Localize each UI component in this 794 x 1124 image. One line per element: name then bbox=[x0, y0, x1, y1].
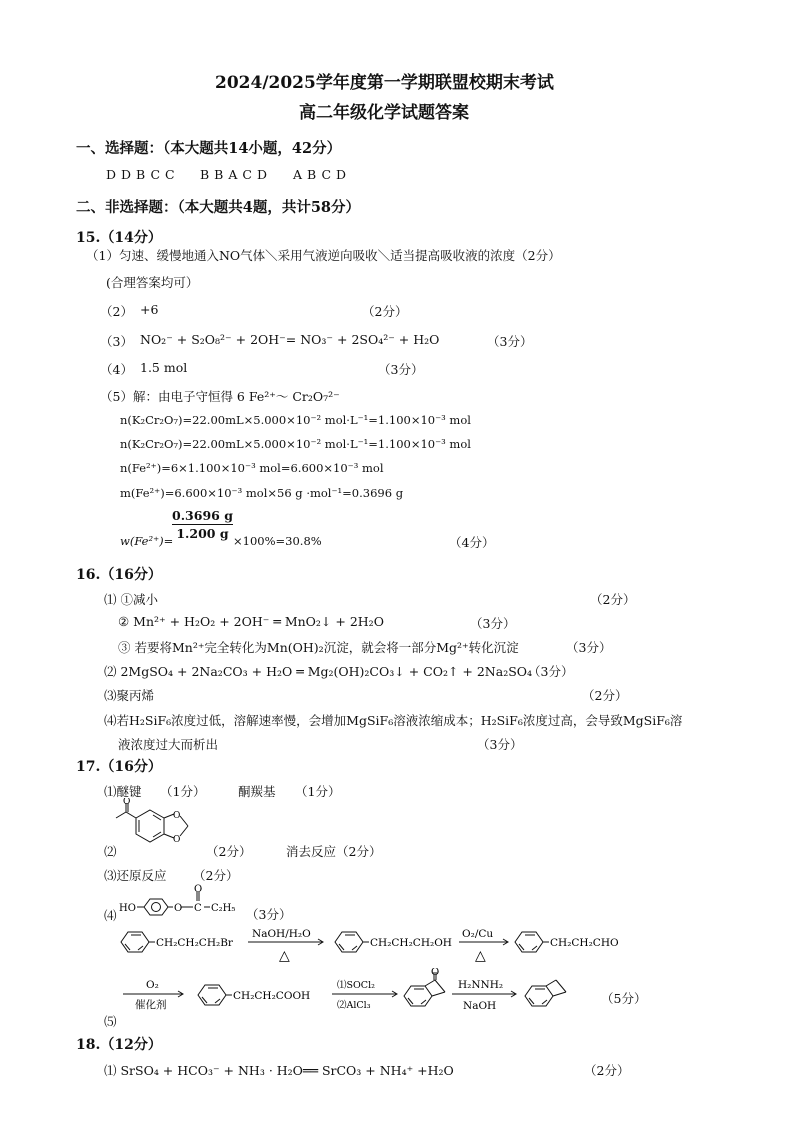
carbonyl-oxygen-label: O bbox=[123, 798, 131, 807]
heat-label-2: △ bbox=[475, 948, 486, 964]
ester-oxygen-label: O bbox=[174, 903, 183, 914]
q16-line-4: ⑵ 2MgSO₄ + 2Na₂CO₃ + H₂O ═ Mg₂(OH)₂CO₃↓ + CO₂↑ + 2Na₂SO₄ bbox=[104, 664, 533, 679]
q17-line-3-mark: （2分） bbox=[193, 868, 239, 883]
carbonyl-carbon-label: C bbox=[194, 903, 202, 914]
q17-line-5-label: ⑸ bbox=[104, 1014, 117, 1029]
indanone-oxygen-label: O bbox=[431, 968, 440, 978]
q15-mass-fraction bbox=[172, 508, 233, 541]
q15-heading: 15.（14分） bbox=[76, 230, 162, 246]
q16-line-7-mark: （3分） bbox=[477, 737, 523, 752]
q15-part1-note: (合理答案均可） bbox=[106, 275, 199, 290]
reagent-label-3: O₂ bbox=[146, 979, 159, 991]
q16-line-1: ⑴ ①减小 bbox=[104, 592, 158, 607]
q15-part4-label: （4） bbox=[100, 362, 133, 377]
heat-label-1: △ bbox=[279, 948, 290, 964]
q17-line-5-mark: （5分） bbox=[601, 991, 647, 1006]
fraction-denominator: 1.200 g bbox=[176, 526, 229, 541]
q15-mass-fraction-label: w(Fe²⁺)= bbox=[120, 534, 174, 548]
q15-part5-mark: （4分） bbox=[449, 535, 495, 550]
reagent-label-2: O₂/Cu bbox=[462, 928, 494, 940]
q15-calc-line-1: n(K₂Cr₂O₇)=22.00mL×5.000×10⁻² mol·L⁻¹=1.100×10⁻³ mol bbox=[120, 413, 471, 427]
answer-group-2: BBACD bbox=[200, 167, 272, 182]
answer-group-3: ABCD bbox=[293, 167, 352, 182]
synthesis-route-row2 bbox=[115, 968, 655, 1020]
reagent-label-7: NaOH bbox=[463, 1000, 497, 1012]
q15-part2-value: +6 bbox=[140, 302, 159, 317]
q18-heading: 18.（12分） bbox=[76, 1037, 162, 1053]
ethyl-label: C₂H₅ bbox=[211, 903, 236, 914]
q17-line-1b: 酮羰基 bbox=[238, 784, 276, 799]
q15-mass-fraction-result: ×100%=30.8% bbox=[233, 534, 322, 548]
synthesis-route-row1 bbox=[115, 922, 660, 964]
q16-line-3: ③ 若要将Mn²⁺完全转化为Mn(OH)₂沉淀，就会将一部分Mg²⁺转化沉淀 bbox=[118, 640, 519, 655]
q17-line-3: ⑶还原反应 bbox=[104, 868, 167, 883]
q15-part2-mark: （2分） bbox=[362, 304, 408, 319]
q17-line-4-label: ⑷ bbox=[104, 908, 117, 923]
fraction-numerator: 0.3696 g bbox=[172, 508, 233, 523]
q17-structure-4 bbox=[117, 884, 249, 922]
ring-oxygen-label: O bbox=[173, 811, 181, 821]
answer-group-1: DDBCC bbox=[106, 167, 180, 182]
page-title: 2024/2025学年度第一学期联盟校期末考试 bbox=[215, 73, 554, 93]
q15-part4-mark: （3分） bbox=[378, 362, 424, 377]
q15-part5-intro: （5）解：由电子守恒得 6 Fe²⁺～ Cr₂O₇²⁻ bbox=[100, 389, 340, 404]
section2-heading: 二、非选择题：（本大题共4题，共计58分） bbox=[76, 199, 361, 216]
q16-line-1-mark: （2分） bbox=[590, 592, 636, 607]
reagent-label-6: H₂NNH₂ bbox=[458, 979, 504, 991]
q17-line-2b: 消去反应（2分） bbox=[286, 844, 382, 859]
q17-line-4-mark: （3分） bbox=[246, 907, 292, 922]
q18-line-1: ⑴ SrSO₄ + HCO₃⁻ + NH₃ · H₂O══ SrCO₃ + NH₄⁺ +H₂O bbox=[104, 1063, 454, 1078]
q16-line-6: ⑷若H₂SiF₆浓度过低，溶解速率慢，会增加MgSiF₆溶液浓缩成本；H₂SiF₆浓度过高，会导致MgSiF₆溶 bbox=[104, 713, 683, 728]
compound-acid-label: CH₂CH₂COOH bbox=[233, 990, 311, 1002]
q16-line-3-mark: （3分） bbox=[566, 640, 612, 655]
q17-line-1a-mark: （1分） bbox=[160, 784, 206, 799]
page-subtitle: 高二年级化学试题答案 bbox=[299, 103, 469, 123]
q15-part1: （1）匀速、缓慢地通入NO气体＼采用气液逆向吸收＼适当提高吸收液的浓度（2分） bbox=[86, 248, 561, 263]
hydroxyl-label: HO bbox=[119, 903, 136, 914]
q17-heading: 17.（16分） bbox=[76, 759, 162, 775]
q15-part3-equation: NO₂⁻ + S₂O₈²⁻ + 2OH⁻= NO₃⁻ + 2SO₄²⁻ + H₂O bbox=[140, 332, 440, 347]
q16-line-7: 液浓度过大而析出 bbox=[118, 737, 219, 752]
q17-structure-2 bbox=[110, 798, 202, 852]
q17-line-1a: ⑴醚键 bbox=[104, 784, 142, 799]
q16-line-5-mark: （2分） bbox=[582, 688, 628, 703]
q15-calc-line-2: n(K₂Cr₂O₇)=22.00mL×5.000×10⁻² mol·L⁻¹=1.100×10⁻³ mol bbox=[120, 437, 471, 451]
reagent-label-4: ⑴SOCl₂ bbox=[337, 980, 375, 991]
q15-calc-line-4: m(Fe²⁺)=6.600×10⁻³ mol×56 g ·mol⁻¹=0.3696 g bbox=[120, 486, 404, 500]
section1-heading: 一、选择题：（本大题共14小题，42分） bbox=[76, 140, 342, 157]
q15-part2-label: （2） bbox=[100, 304, 133, 319]
q16-line-5: ⑶聚丙烯 bbox=[104, 688, 155, 703]
q15-part4-value: 1.5 mol bbox=[140, 360, 188, 375]
reagent-label-1: NaOH/H₂O bbox=[252, 928, 311, 940]
q15-part3-label: （3） bbox=[100, 334, 133, 349]
q16-heading: 16.（16分） bbox=[76, 567, 162, 583]
q16-line-2-mark: （3分） bbox=[470, 616, 516, 631]
q16-line-4-mark: （3分） bbox=[528, 664, 574, 679]
reagent-label-5: ⑵AlCl₃ bbox=[337, 1000, 371, 1011]
q17-line-2-label: ⑵ bbox=[104, 844, 117, 859]
q17-line-1b-mark: （1分） bbox=[295, 784, 341, 799]
compound-alcohol-label: CH₂CH₂CH₂OH bbox=[370, 937, 452, 949]
fraction-bar bbox=[172, 524, 233, 525]
q17-line-2-mark: （2分） bbox=[206, 844, 252, 859]
carbonyl-oxygen-label: O bbox=[194, 884, 203, 895]
ring-oxygen-label: O bbox=[173, 835, 181, 845]
compound-bromide-label: CH₂CH₂CH₂Br bbox=[156, 937, 233, 949]
q16-line-2: ② Mn²⁺ + H₂O₂ + 2OH⁻ ═ MnO₂↓ + 2H₂O bbox=[118, 614, 384, 629]
q18-line-1-mark: （2分） bbox=[584, 1063, 630, 1078]
q15-calc-line-3: n(Fe²⁺)=6×1.100×10⁻³ mol=6.600×10⁻³ mol bbox=[120, 461, 384, 475]
catalyst-label: 催化剂 bbox=[135, 999, 167, 1011]
compound-aldehyde-label: CH₂CH₂CHO bbox=[550, 937, 619, 949]
q15-part3-mark: （3分） bbox=[487, 334, 533, 349]
